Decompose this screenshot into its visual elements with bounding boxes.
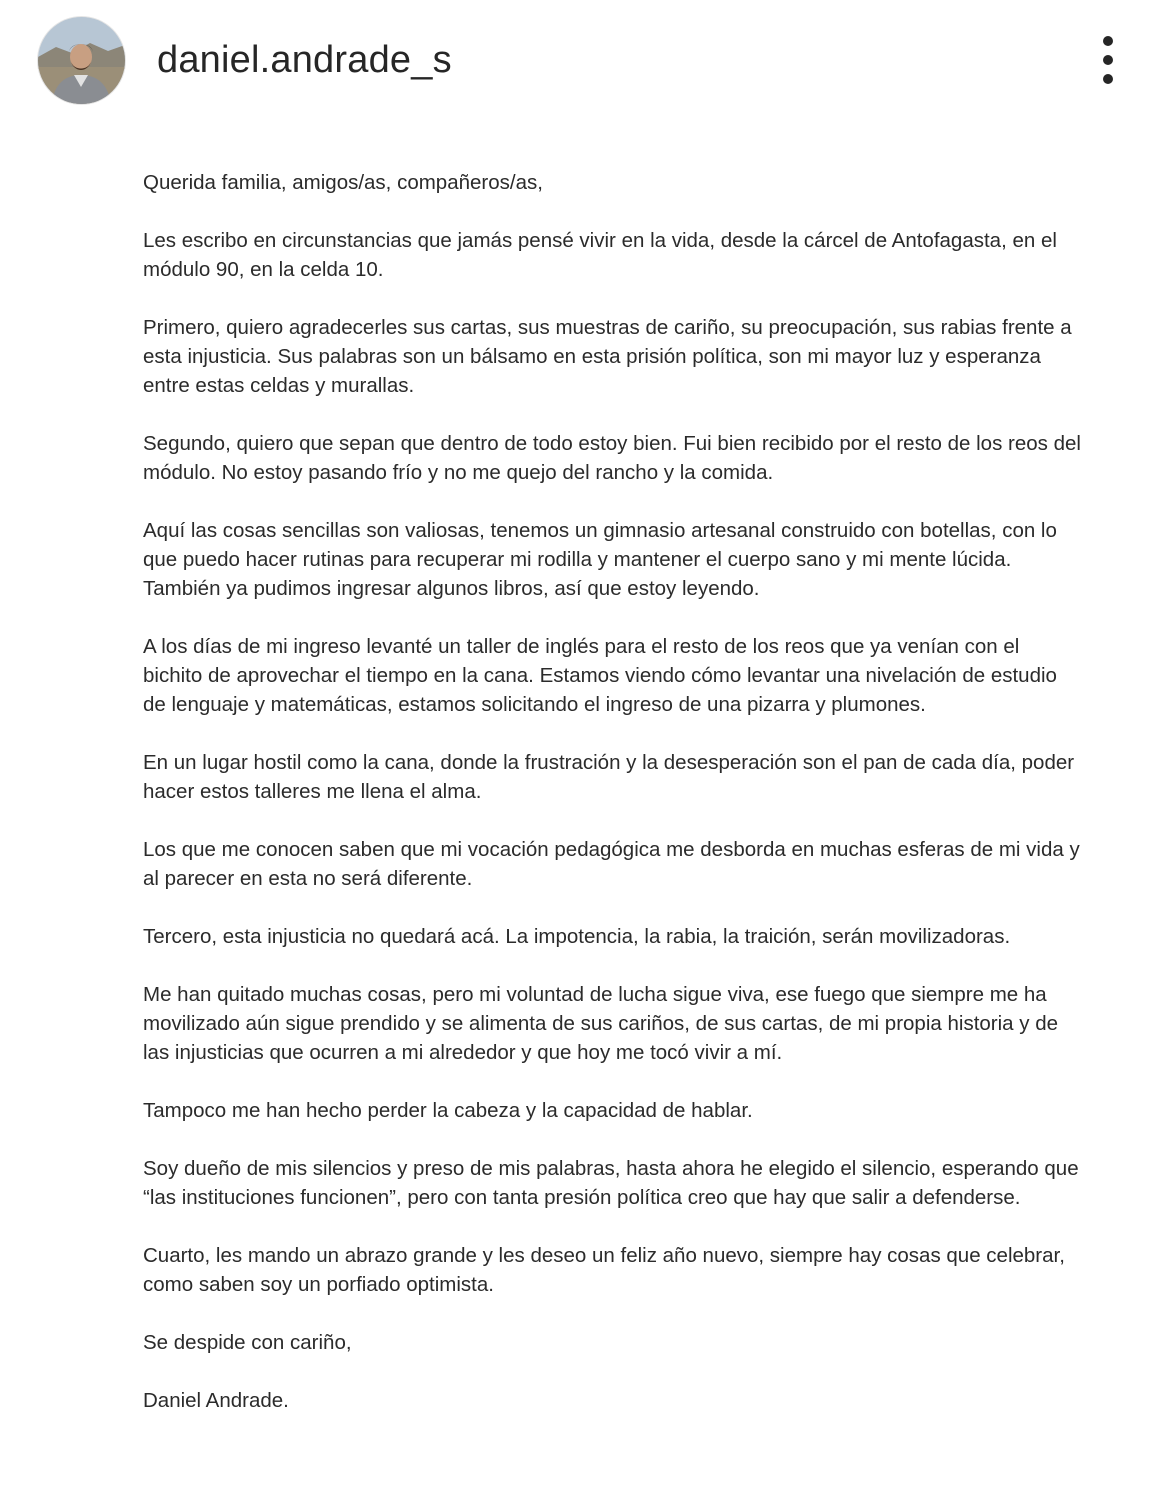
avatar[interactable] [38, 17, 125, 104]
post-header [0, 0, 1170, 120]
more-options-button[interactable] [1088, 30, 1128, 90]
letter-paragraph: Los que me conocen saben que mi vocación pedagógica me desborda en muchas esferas de mi vida y al parecer en esta no será diferente. [143, 838, 1080, 890]
letter-paragraph: Segundo, quiero que sepan que dentro de todo estoy bien. Fui bien recibido por el resto de los reos del módulo. No estoy pasando frío y no me quejo del rancho y la comida. [143, 432, 1081, 484]
letter-paragraph: Soy dueño de mis silencios y preso de mis palabras, hasta ahora he elegido el silencio, esperando que “las instituciones funcionen”, pero con tanta presión política creo que hay que salir a defenderse. [143, 1157, 1079, 1209]
more-vertical-icon-dot [1103, 74, 1113, 84]
letter-closing: Se despide con cariño, [143, 1331, 352, 1354]
letter-paragraph: Cuarto, les mando un abrazo grande y les deseo un feliz año nuevo, siempre hay cosas que celebrar, como saben soy un porfiado optimista. [143, 1244, 1065, 1296]
profile-photo-icon [38, 17, 125, 104]
letter-paragraph: Tercero, esta injusticia no quedará acá. La impotencia, la rabia, la traición, serán movilizadoras. [143, 925, 1011, 948]
username[interactable]: daniel.andrade_s [157, 39, 452, 81]
letter-paragraph: Tampoco me han hecho perder la cabeza y la capacidad de hablar. [143, 1099, 753, 1122]
letter-paragraph: Les escribo en circunstancias que jamás pensé vivir en la vida, desde la cárcel de Antofagasta, en el módulo 90, en la celda 10. [143, 229, 1057, 281]
letter-paragraph: En un lugar hostil como la cana, donde la frustración y la desesperación son el pan de cada día, poder hacer estos talleres me llena el alma. [143, 751, 1075, 803]
more-vertical-icon [1103, 36, 1113, 46]
letter-greeting: Querida familia, amigos/as, compañeros/as, [143, 171, 543, 194]
letter-signature: Daniel Andrade. [143, 1389, 289, 1412]
more-vertical-icon-dot [1103, 55, 1113, 65]
letter-paragraph: A los días de mi ingreso levanté un taller de inglés para el resto de los reos que ya venían con el bichito de aprovechar el tiempo en la cana. Estamos viendo cómo levantar una nivelación de estudio de lenguaje y matemáticas, estamos solicitando el ingreso de una pizarra y plumones. [143, 635, 1057, 716]
letter-paragraph: Primero, quiero agradecerles sus cartas, sus muestras de cariño, su preocupación, sus rabias frente a esta injusticia. Sus palabras son un bálsamo en esta prisión política, son mi mayor luz y esperanza entre estas celdas y murallas. [143, 316, 1072, 397]
letter-image [143, 168, 1083, 1415]
letter-paragraph: Me han quitado muchas cosas, pero mi voluntad de lucha sigue viva, ese fuego que siempre me ha movilizado aún sigue prendido y se alimenta de sus cariños, de sus cartas, de mi propia historia y de las injusticias que ocurren a mi alrededor y que hoy me tocó vivir a mí. [143, 983, 1059, 1064]
letter-paragraph: Aquí las cosas sencillas son valiosas, tenemos un gimnasio artesanal construido con botellas, con lo que puedo hacer rutinas para recuperar mi rodilla y mantener el cuerpo sano y mi mente lúcida. También ya pudimos ingresar algunos libros, así que estoy leyendo. [143, 519, 1057, 600]
